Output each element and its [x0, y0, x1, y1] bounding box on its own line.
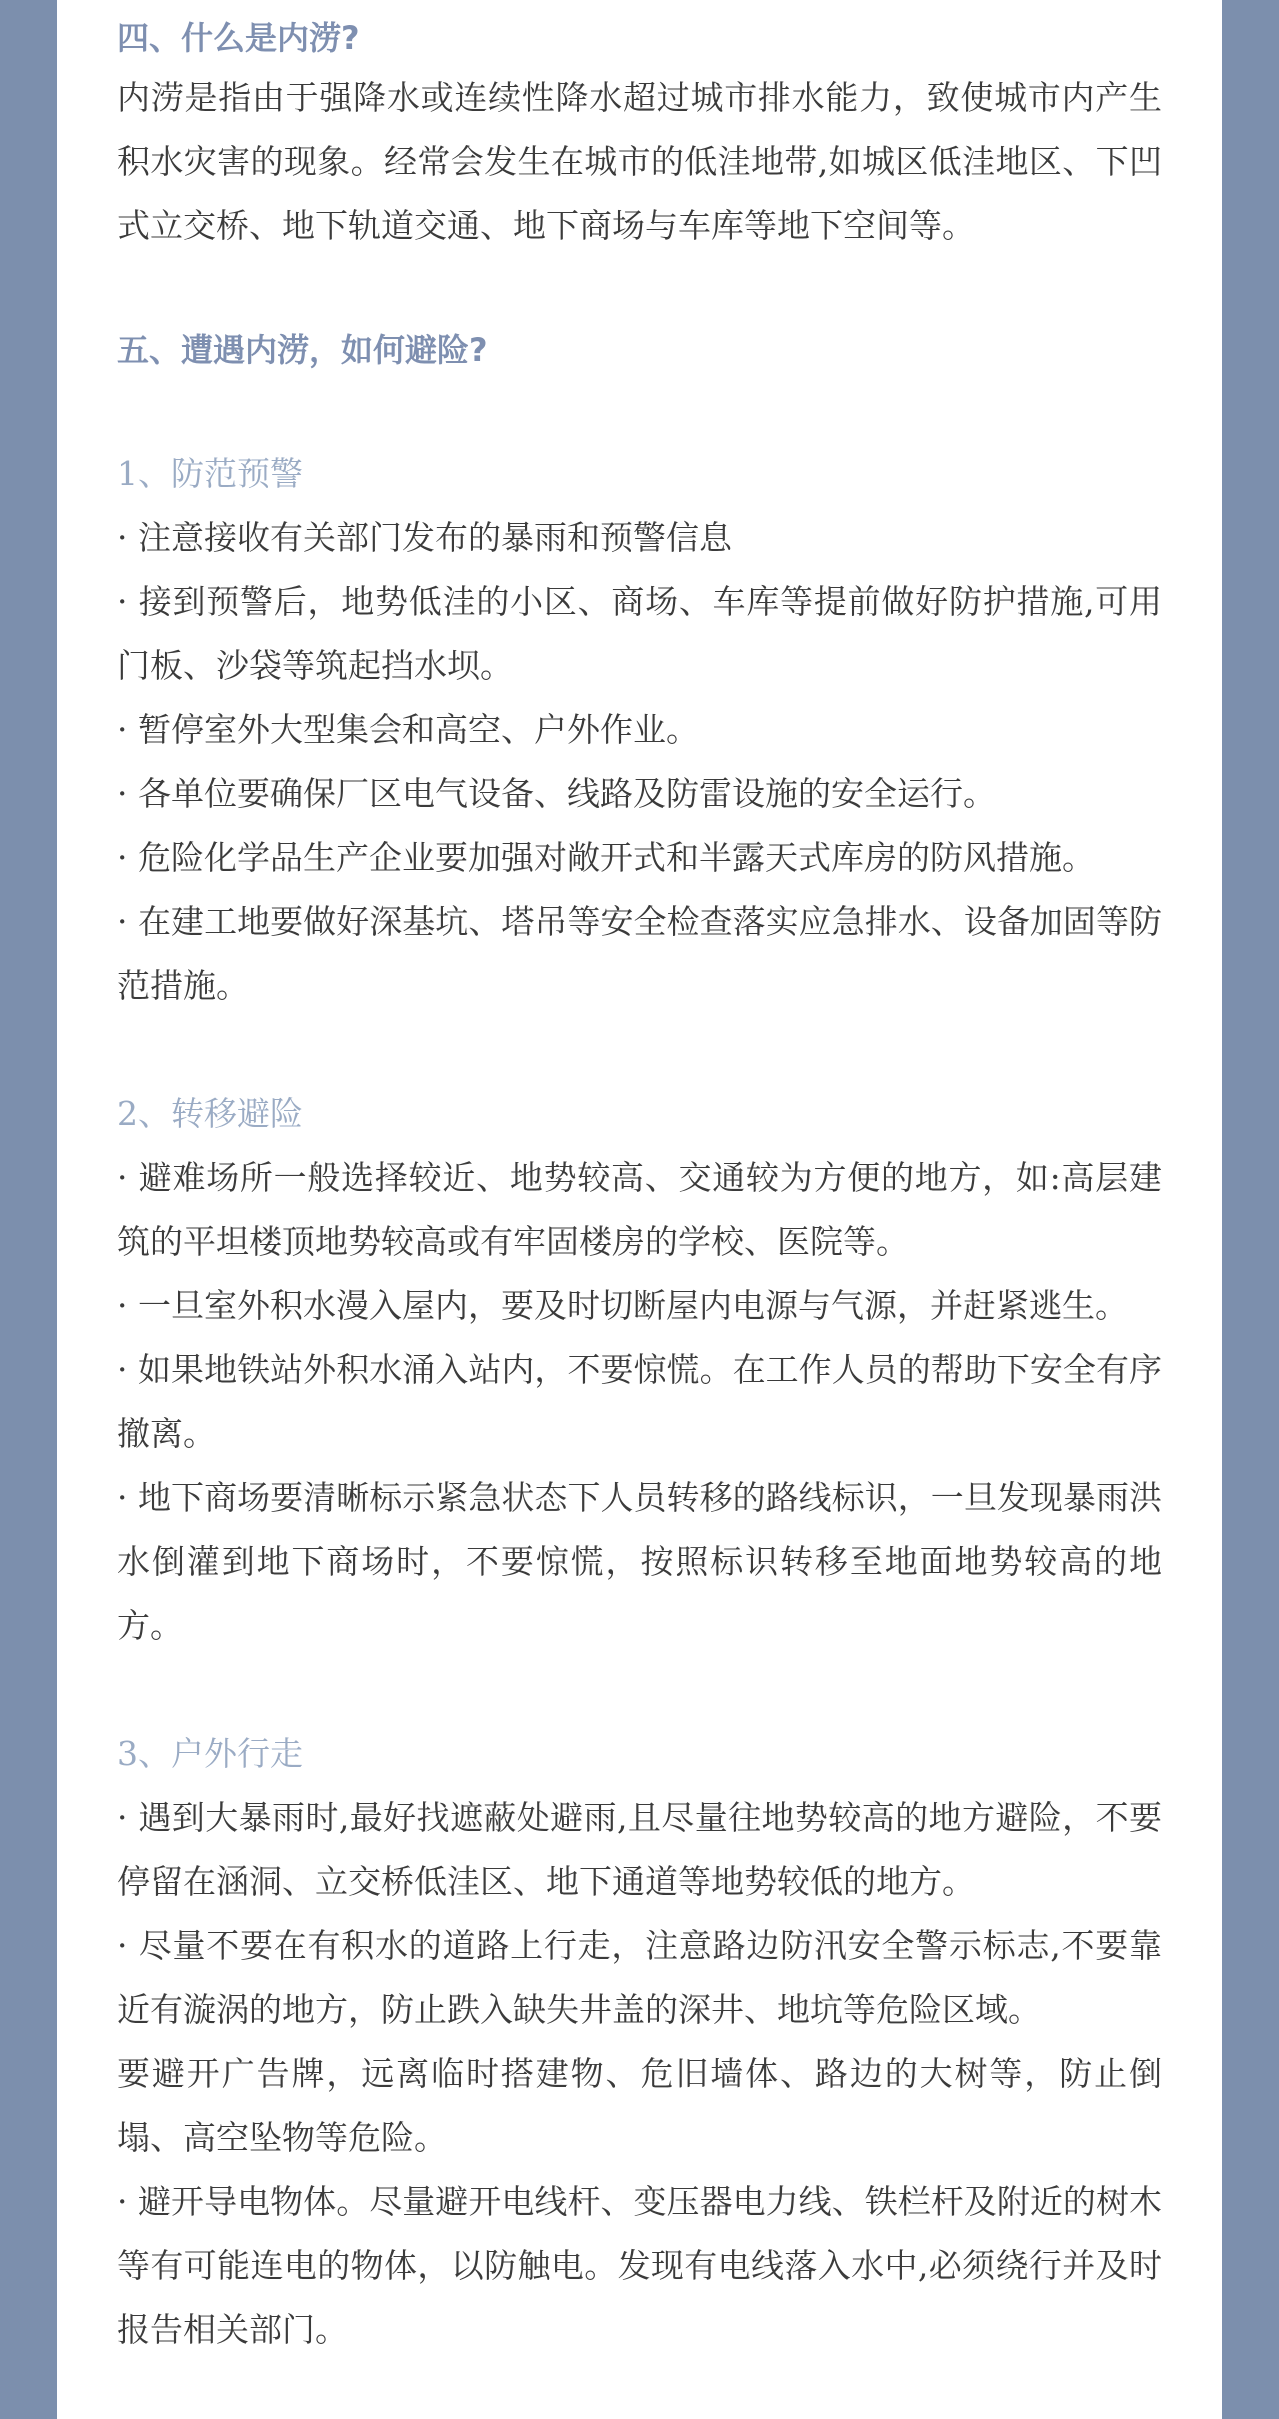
group-3-title: 3、户外行走 — [117, 1734, 303, 1773]
article-page — [57, 0, 1222, 2419]
list-item: · 避难场所一般选择较近、地势较高、交通较为方便的地方，如:高层建筑的平坦楼顶地势较高或有牢固楼房的学校、医院等。 — [117, 1158, 1162, 1261]
group-2-title: 2、转移避险 — [117, 1094, 303, 1133]
list-item: · 危险化学品生产企业要加强对敞开式和半露天式库房的防风措施。 — [117, 838, 1095, 877]
section-5-heading: 五、遭遇内涝，如何避险? — [117, 331, 488, 369]
spacer — [117, 378, 1162, 442]
spacer — [117, 1658, 1162, 1722]
spacer — [117, 258, 1162, 322]
list-item: · 各单位要确保厂区电气设备、线路及防雷设施的安全运行。 — [117, 774, 996, 813]
list-item: 要避开广告牌，远离临时搭建物、危旧墙体、路边的大树等，防止倒塌、高空坠物等危险。 — [117, 2054, 1162, 2157]
list-item: · 接到预警后，地势低洼的小区、商场、车库等提前做好防护措施,可用门板、沙袋等筑起挡水坝。 — [117, 582, 1162, 685]
list-item: · 暂停室外大型集会和高空、户外作业。 — [117, 710, 699, 749]
section-4-body: 内涝是指由于强降水或连续性降水超过城市排水能力，致使城市内产生积水灾害的现象。经常会发生在城市的低洼地带,如城区低洼地区、下凹式立交桥、地下轨道交通、地下商场与车库等地下空间等。 — [117, 78, 1162, 245]
list-item: · 尽量不要在有积水的道路上行走，注意路边防汛安全警示标志,不要靠近有漩涡的地方，防止跌入缺失井盖的深井、地坑等危险区域。 — [117, 1926, 1162, 2029]
group-1-title: 1、防范预警 — [117, 454, 303, 493]
list-item: · 如果地铁站外积水涌入站内，不要惊慌。在工作人员的帮助下安全有序撤离。 — [117, 1350, 1162, 1453]
list-item: · 遇到大暴雨时,最好找遮蔽处避雨,且尽量往地势较高的地方避险，不要停留在涵洞、立交桥低洼区、地下通道等地势较低的地方。 — [117, 1798, 1162, 1901]
spacer — [117, 1018, 1162, 1082]
list-item: · 在建工地要做好深基坑、塔吊等安全检查落实应急排水、设备加固等防范措施。 — [117, 902, 1162, 1005]
list-item: · 一旦室外积水漫入屋内，要及时切断屋内电源与气源，并赶紧逃生。 — [117, 1286, 1128, 1325]
list-item: · 避开导电物体。尽量避开电线杆、变压器电力线、铁栏杆及附近的树木等有可能连电的物体，以防触电。发现有电线落入水中,必须绕行并及时报告相关部门。 — [117, 2182, 1162, 2349]
section-4-heading: 四、什么是内涝? — [117, 19, 360, 57]
list-item: · 注意接收有关部门发布的暴雨和预警信息 — [117, 518, 732, 557]
list-item: · 地下商场要清晰标示紧急状态下人员转移的路线标识，一旦发现暴雨洪水倒灌到地下商场时，不要惊慌，按照标识转移至地面地势较高的地方。 — [117, 1478, 1162, 1645]
